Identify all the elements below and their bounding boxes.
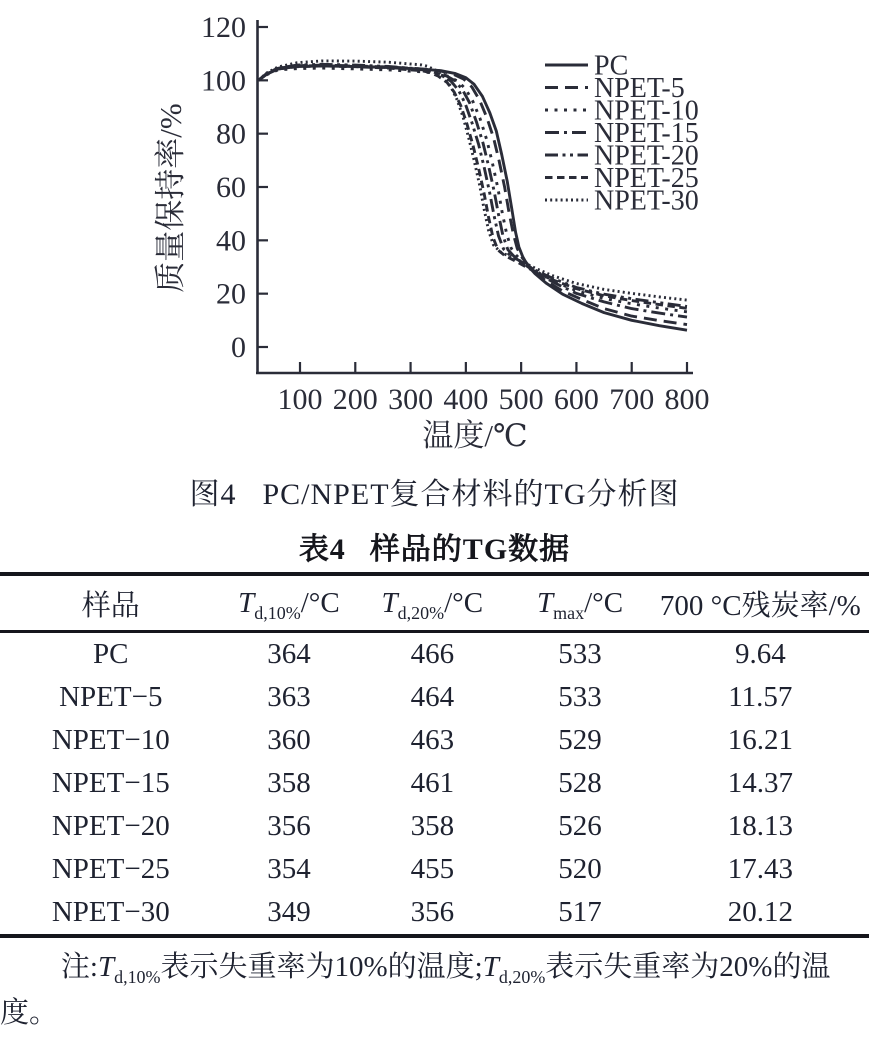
t-symbol: T: [381, 586, 398, 619]
cell-tmax: 529: [558, 724, 602, 756]
cell-tmax: 533: [558, 681, 602, 713]
table-header-row: [0, 576, 869, 633]
cell-td20: 461: [410, 767, 455, 799]
t-symbol: T: [536, 586, 554, 619]
x-tick-label: 400: [443, 383, 489, 416]
cell-tmax: 528: [558, 767, 602, 799]
cell-tmax: 533: [558, 638, 602, 670]
cell-residue: 9.64: [734, 638, 786, 670]
table-title: [0, 524, 869, 568]
table-number: 表4: [298, 533, 346, 566]
cell-td10: 360: [267, 724, 311, 756]
y-tick-label: 80: [216, 117, 246, 151]
cell-td10: 364: [267, 638, 311, 670]
y-tick-label: 100: [201, 64, 246, 98]
cell-tmax: 517: [558, 896, 602, 928]
note-text: 表示失重率为10%的温度;: [160, 951, 483, 983]
t-symbol: T: [97, 951, 115, 983]
table-row: [0, 676, 869, 719]
cell-residue: 20.12: [727, 896, 793, 928]
t-subscript: d,10%: [114, 966, 161, 987]
table-row: [0, 762, 869, 805]
cell-td10: 349: [267, 896, 311, 928]
cell-td20: 358: [410, 810, 455, 842]
figure-caption: [0, 469, 869, 513]
cell-td10: 363: [267, 681, 311, 713]
y-tick-label: 40: [216, 224, 246, 258]
tg-line-chart: [0, 0, 869, 462]
x-tick-label: 700: [609, 383, 655, 416]
t-unit: /°C: [300, 586, 340, 619]
figure-number: 图4: [189, 478, 237, 511]
legend-label-npet-15: NPET-15: [594, 118, 699, 149]
cell-td20: 463: [410, 724, 455, 756]
cell-td20: 356: [410, 896, 455, 928]
table-row: [0, 633, 869, 676]
cell-sample: NPET−20: [51, 810, 170, 842]
y-tick-label: 120: [201, 11, 246, 44]
table-note: [0, 944, 869, 1037]
column-header-sample: 样品: [81, 589, 140, 622]
cell-sample: NPET−10: [51, 724, 170, 756]
cell-sample: NPET−5: [59, 681, 163, 713]
table-row: [0, 891, 869, 934]
column-header-tmax: [508, 586, 651, 623]
y-axis-title: 质量保持率/%: [153, 103, 188, 293]
tg-data-table: [0, 572, 869, 938]
cell-residue: 11.57: [728, 681, 793, 713]
figure-title: PC/NPET复合材料的TG分析图: [262, 478, 680, 511]
cell-sample: NPET−25: [51, 853, 170, 885]
legend-label-npet-20: NPET-20: [594, 140, 699, 172]
legend-label-npet-30: NPET-30: [594, 185, 699, 217]
cell-tmax: 520: [558, 853, 602, 885]
y-tick-label: 60: [216, 171, 246, 204]
cell-tmax: 526: [558, 810, 602, 842]
cell-sample: NPET−30: [51, 896, 170, 928]
note-text: 表示失重率为20%的温度。: [0, 951, 831, 1030]
cell-residue: 16.21: [727, 724, 793, 756]
t-symbol: T: [238, 586, 255, 619]
t-symbol: T: [482, 951, 499, 983]
t-subscript: d,10%: [254, 602, 301, 623]
cell-td10: 354: [267, 853, 311, 885]
cell-td10: 358: [267, 767, 311, 799]
x-tick-label: 600: [553, 383, 599, 416]
t-subscript: d,20%: [397, 602, 445, 623]
y-tick-label: 20: [216, 277, 246, 311]
x-tick-label: 300: [388, 383, 434, 416]
x-tick-label: 100: [277, 383, 323, 416]
column-header-td10: [222, 586, 357, 623]
legend-label-npet-10: NPET-10: [594, 95, 699, 127]
column-header-td20: [356, 586, 508, 623]
x-axis-title: 温度/℃: [422, 418, 528, 453]
t-unit: /°C: [444, 586, 484, 619]
table-row: [0, 805, 869, 848]
x-tick-label: 500: [498, 383, 544, 416]
cell-residue: 18.13: [727, 810, 793, 842]
legend-label-npet-25: NPET-25: [594, 163, 699, 194]
cell-td20: 466: [410, 638, 455, 670]
legend-label-npet-5: NPET-5: [594, 73, 685, 104]
t-subscript: max: [553, 602, 585, 623]
cell-td20: 455: [410, 853, 455, 885]
cell-sample: NPET−15: [51, 767, 170, 799]
cell-td20: 464: [410, 681, 455, 713]
table-title-text: 样品的TG数据: [369, 533, 571, 566]
t-unit: /°C: [584, 586, 624, 619]
note-prefix: 注:: [60, 951, 98, 983]
table-row: [0, 719, 869, 762]
cell-td10: 356: [267, 810, 311, 842]
cell-residue: 17.43: [727, 853, 793, 885]
y-tick-label: 0: [231, 331, 246, 364]
column-header-residue: 700 °C残炭率/%: [659, 589, 861, 622]
table-row: [0, 848, 869, 891]
legend-label-pc: PC: [594, 50, 629, 82]
cell-sample: PC: [93, 638, 129, 670]
x-tick-label: 800: [664, 383, 710, 416]
x-tick-label: 200: [332, 383, 378, 416]
cell-residue: 14.37: [727, 767, 793, 799]
t-subscript: d,20%: [498, 966, 546, 987]
